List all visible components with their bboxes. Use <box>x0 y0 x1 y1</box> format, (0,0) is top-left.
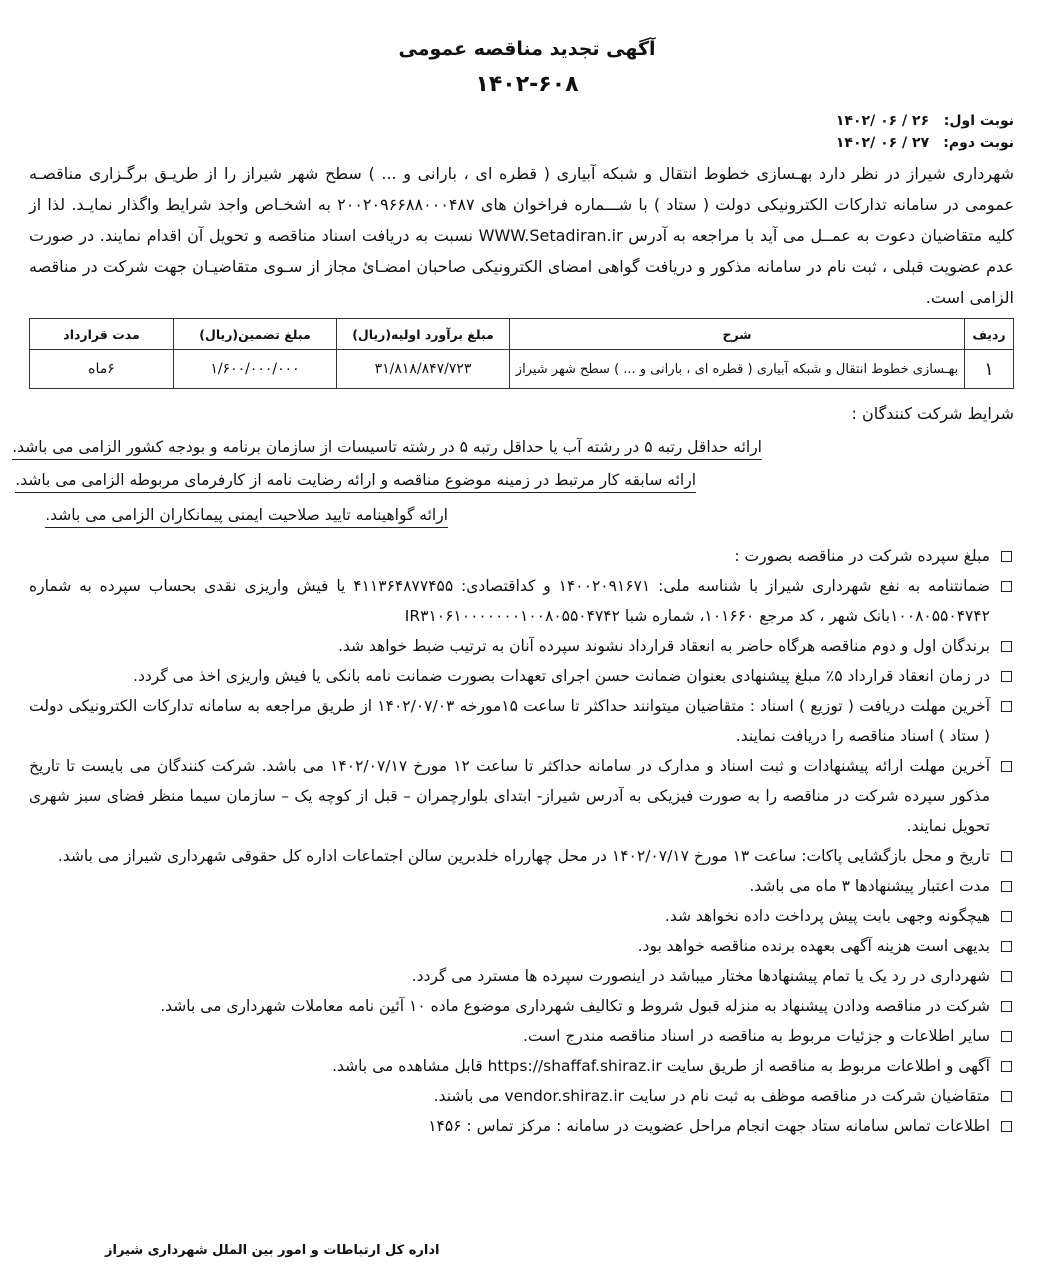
list-item-text: آگهی و اطلاعات مربوط به مناقصه از طریق سایت https://shaffaf.shiraz.ir قابل مشاهده می باشد. <box>332 1057 990 1075</box>
header-estimate: مبلغ برآورد اولیه(ریال) <box>337 319 510 350</box>
list-item-text: مدت اعتبار پیشنهادها ۳ ماه می باشد. <box>749 877 990 895</box>
notice-number: ۱۴۰۲-۶۰۸ <box>475 72 579 97</box>
checkbox-square-icon <box>1001 1001 1012 1012</box>
tender-table <box>29 318 1014 389</box>
list-item <box>29 1111 1014 1141</box>
header-guarantee: مبلغ تضمین(ریال) <box>174 319 337 350</box>
publication-turns <box>836 110 1014 154</box>
requirement-grade: ارائه حداقل رتبه ۵ در رشته آب یا حداقل رتبه ۵ در رشته تاسیسات از سازمان برنامه و بودجه کشور الزامی می باشد. <box>12 436 762 460</box>
list-item-text: بدیهی است هزینه آگهی بعهده برنده مناقصه خواهد بود. <box>637 937 990 955</box>
cell-description: بهـسازی خطوط انتقال و شبکه آبیاری ( قطره ای ، بارانی و ... ) سطح شهر شیراز <box>510 350 965 389</box>
list-item-text: سایر اطلاعات و جزئیات مربوط به مناقصه در اسناد مناقصه مندرج است. <box>522 1027 990 1045</box>
checkbox-square-icon <box>1001 941 1012 952</box>
turn-first <box>836 110 1014 132</box>
list-item-text: شهرداری در رد یک یا تمام پیشنهادها مختار میباشد در اینصورت سپرده ها مسترد می گردد. <box>411 967 990 985</box>
header-description: شرح <box>510 319 965 350</box>
cell-row-number: ۱ <box>965 350 1014 389</box>
requirement-experience: ارائه سابقه کار مرتبط در زمینه موضوع مناقصه و ارائه رضایت نامه از کارفرمای مربوطه الزامی می باشد. <box>15 469 696 493</box>
list-item <box>29 961 1014 991</box>
checkbox-square-icon <box>1001 911 1012 922</box>
turn-label: نوبت دوم: <box>943 135 1014 151</box>
list-item <box>29 661 1014 691</box>
conditions-list <box>29 541 1014 1141</box>
checkbox-square-icon <box>1001 1031 1012 1042</box>
requirement-safety: ارائه گواهینامه تایید صلاحیت ایمنی پیمانکاران الزامی می باشد. <box>45 504 448 528</box>
checkbox-square-icon <box>1001 851 1012 862</box>
intro-paragraph: شهرداری شیراز در نظر دارد بهـسازی خطوط انتقال و شبکه آبیاری ( قطره ای ، بارانی و ... ) سطح شهر شیراز را از طریـق برگـزاری مناقصـه عمومی در سامانه تدارکات الکترونیکی دولت ( ستاد ) با شـــماره فراخوان های ۲۰۰۲۰۹۶۶۸۸۰۰۰۴۸۷ به اشخـاص واجد شرایط واگذار نمایـد. لذا از کلیه متقاضیان دعوت به عمــل می آید با مراجعه به آدرس WWW.Setadiran.ir نسبت به دریافت اسناد مناقصه و تحویل آن اقدام نمایند. در صورت عدم عضویت قبلی ، ثبت نام در سامانه مذکور و دریافت گواهی امضای الکترونیکی صاحبان امضـائ مجاز از سـوی متقاضیـان جهت شرکت در مناقصه الزامی است. <box>29 164 1015 307</box>
table-header-row <box>30 319 1014 350</box>
cell-estimate: ۳۱/۸۱۸/۸۴۷/۷۲۳ <box>337 350 510 389</box>
list-item-text: آخرین مهلت ارائه پیشنهادات و ثبت اسناد و مدارک در سامانه حداکثر تا ساعت ۱۲ مورخ ۱۴۰۲/۰۷/۱۷ می باشد. شرکت کنندگان می بایست تا تاریخ مذکور سپرده شرکت در مناقصه را به صورت فیزیکی به آدرس شیراز- ابتدای بلوارچمران – قبل از کوچه یک – سازمان سیما منظر فضای سبز شهری تحویل نمایند. <box>29 757 990 835</box>
list-item-text: برندگان اول و دوم مناقصه هرگاه حاضر به انعقاد قرارداد نشوند سپرده آنان به ترتیب ضبط خواهد شد. <box>337 637 990 655</box>
list-item <box>29 541 1014 571</box>
list-item-text: اطلاعات تماس سامانه ستاد جهت انجام مراحل عضویت در سامانه : مرکز تماس : ۱۴۵۶ <box>428 1117 990 1135</box>
list-item <box>29 571 1046 631</box>
list-item-text: شرکت در مناقصه ودادن پیشنهاد به منزله قبول شروط و تکالیف شهرداری موضوع ماده ۱۰ آئین نامه معاملات شهرداری می باشد. <box>160 997 990 1015</box>
turn-date: ۲۶ / ۰۶ /۱۴۰۲ <box>835 113 930 129</box>
checkbox-square-icon <box>1001 971 1012 982</box>
list-item <box>29 631 1014 661</box>
footer-signature: اداره کل ارتباطات و امور بین الملل شهرداری شیراز <box>105 1243 440 1258</box>
list-item-text: تاریخ و محل بازگشایی پاکات: ساعت ۱۳ مورخ ۱۴۰۲/۰۷/۱۷ در محل چهارراه خلدبرین سالن اجتماعات اداره کل حقوقی شهرداری شیراز می باشد. <box>57 847 990 865</box>
list-item <box>29 1081 1014 1111</box>
turn-date: ۲۷ / ۰۶ /۱۴۰۲ <box>835 135 930 151</box>
turn-second <box>836 132 1014 154</box>
list-item <box>29 991 1014 1021</box>
checkbox-square-icon <box>1001 1061 1012 1072</box>
list-item <box>29 1051 1014 1081</box>
list-item <box>29 871 1014 901</box>
checkbox-square-icon <box>1001 761 1012 772</box>
checkbox-square-icon <box>1001 581 1012 592</box>
checkbox-square-icon <box>1001 1091 1012 1102</box>
checkbox-square-icon <box>1001 881 1012 892</box>
cell-guarantee: ۱/۶۰۰/۰۰۰/۰۰۰ <box>174 350 337 389</box>
notice-title: آگهی تجدید مناقصه عمومی <box>398 38 656 60</box>
table-row <box>30 350 1014 389</box>
header-duration: مدت قرارداد <box>30 319 174 350</box>
list-item-text: متقاضیان شرکت در مناقصه موظف به ثبت نام در سایت vendor.shiraz.ir می باشند. <box>433 1087 990 1105</box>
list-item <box>29 691 1014 751</box>
checkbox-square-icon <box>1001 551 1012 562</box>
list-item-text: آخرین مهلت دریافت ( توزیع ) اسناد : متقاضیان میتوانند حداکثر تا ساعت ۱۵مورخه ۱۴۰۲/۰۷/۰۳ از طریق مراجعه به سامانه تدارکات الکترونیکی دولت ( ستاد ) اسناد مناقصه را دریافت نمایند. <box>29 697 990 745</box>
deposit-detail: ضمانتنامه به نفع شهرداری شیراز با شناسه ملی: ۱۴۰۰۲۰۹۱۶۷۱ و کداقتصادی: ۴۱۱۳۶۴۸۷۷۴۵۵ یا فیش واریزی نقدی بحساب سپرده به شماره ۱۰۰۸۰۵۵۰۴۷۴۲بانک شهر ، کد مرجع ۱۰۱۶۶۰، شماره شبا IR۳۱۰۶۱۰۰۰۰۰۰۰۱۰۰۸۰۵۵۰۴۷۴۲ <box>29 577 990 625</box>
list-item <box>29 931 1014 961</box>
list-item <box>29 1021 1014 1051</box>
checkbox-square-icon <box>1001 1121 1012 1132</box>
list-item <box>29 841 1014 871</box>
list-item <box>29 751 1014 841</box>
list-item-text: هیچگونه وجهی بابت پیش پرداخت داده نخواهد شد. <box>664 907 990 925</box>
list-item <box>29 901 1014 931</box>
deposit-title: مبلغ سپرده شرکت در مناقصه بصورت : <box>734 547 990 565</box>
cell-duration: ۶ماه <box>30 350 174 389</box>
conditions-title: شرایط شرکت کنندگان : <box>851 404 1014 423</box>
checkbox-square-icon <box>1001 671 1012 682</box>
checkbox-square-icon <box>1001 641 1012 652</box>
checkbox-square-icon <box>1001 701 1012 712</box>
header-row-number: ردیف <box>965 319 1014 350</box>
list-item-text: در زمان انعقاد قرارداد ۵٪ مبلغ پیشنهادی بعنوان ضمانت حسن اجرای تعهدات بصورت ضمانت نامه بانکی یا فیش واریزی اخذ می گردد. <box>133 667 990 685</box>
turn-label: نوبت اول: <box>943 113 1014 129</box>
